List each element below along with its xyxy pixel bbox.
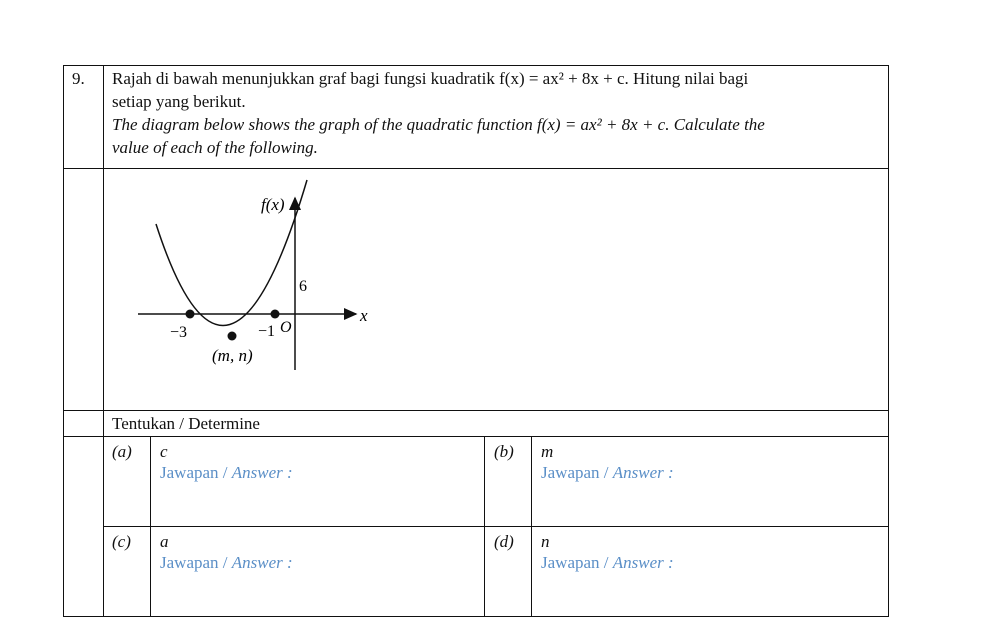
part-d-answer-label [541,551,674,574]
answer-malay: Jawapan / [541,463,609,482]
number-column-divider [103,66,104,616]
row-divider [104,526,888,527]
part-c-answer-label [160,551,293,574]
question-text-malay-line2: setiap yang berikut. [112,92,246,111]
y-axis-label: f(x) [261,195,285,214]
y-intercept-label: 6 [299,278,307,295]
question-text-malay-line1: Rajah di bawah menunjukkan graf bagi fungsi kuadratik f(x) = ax² + 8x + c. Hitung nilai bagi [112,69,749,88]
origin-label: O [280,319,292,336]
answer-english: Answer : [612,463,674,482]
part-c-letter: (c) [112,532,131,551]
answer-english: Answer : [231,463,293,482]
answer-english: Answer : [612,553,674,572]
root-point-minus1 [271,310,280,319]
part-b-answer-label [541,461,674,484]
x-axis-label: x [360,306,368,325]
part-letter-divider [150,436,151,616]
question-table [63,65,889,617]
determine-label: Tentukan / Determine [112,414,260,433]
root2-label: −1 [258,323,276,340]
row-divider [64,410,888,411]
part-column-divider [484,436,485,616]
answer-malay: Jawapan / [160,553,228,572]
answer-malay: Jawapan / [541,553,609,572]
part-b-variable: m [541,442,554,461]
row-divider [64,436,888,437]
answer-english: Answer : [231,553,293,572]
part-a-variable: c [160,442,168,461]
question-text-english-line1: The diagram below shows the graph of the quadratic function f(x) = ax² + 8x + c. Calculate the [112,115,765,134]
part-a-letter: (a) [112,442,132,461]
root-point-minus3 [186,310,195,319]
part-b-letter: (b) [494,442,514,461]
question-number: 9. [72,69,85,88]
part-a-answer-label [160,461,293,484]
question-text-english-line2: value of each of the following. [112,138,318,157]
part-c-variable: a [160,532,169,551]
answer-malay: Jawapan / [160,463,228,482]
quadratic-graph [124,176,384,376]
vertex-point [228,332,237,341]
part-d-letter: (d) [494,532,514,551]
part-letter-divider [531,436,532,616]
part-d-variable: n [541,532,550,551]
root1-label: −3 [170,324,188,341]
vertex-label: (m, n) [212,346,253,365]
row-divider [64,168,888,169]
